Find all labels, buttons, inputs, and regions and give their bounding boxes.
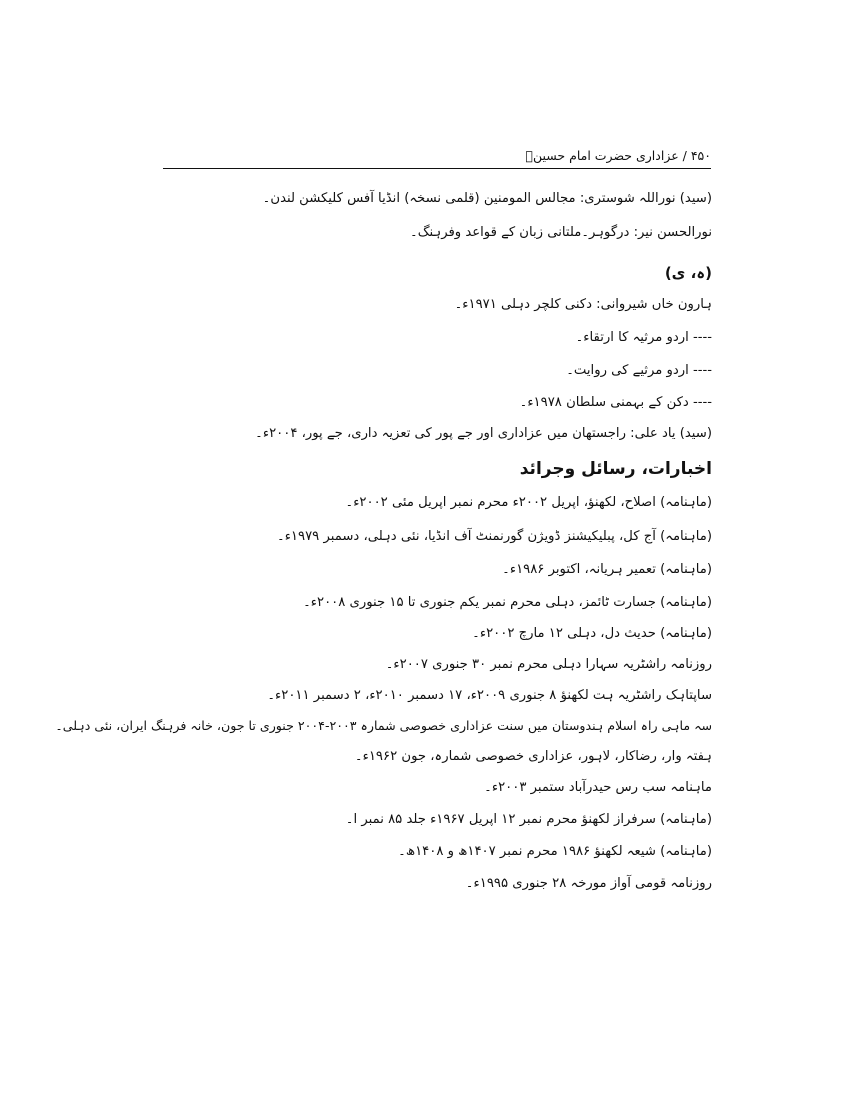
- bibliography-entry: نورالحسن نیر: درگوہر۔ملتانی زبان کے قواعد وفرہنگ۔: [409, 225, 712, 240]
- periodical-entry: ماہنامہ سب رس حیدرآباد ستمبر ۲۰۰۳ء۔: [484, 780, 712, 795]
- running-head: ۴۵۰ / عزاداری حضرت امام حسینؑ: [525, 148, 711, 163]
- section-heading: (ہ، ی): [664, 264, 712, 282]
- periodical-entry: سہ ماہی راہ اسلام ہندوستان میں سنت عزاداری خصوصی شمارہ ۲۰۰۳-۲۰۰۴ جنوری تا جون، خانہ فرہنگ ایران، نئی دہلی۔: [55, 718, 712, 733]
- section-heading: اخبارات، رسائل وجرائد: [519, 459, 712, 479]
- periodical-entry: (ماہنامہ) سرفراز لکھنؤ محرم نمبر ۱۲ اپریل ۱۹۶۷ء جلد ۸۵ نمبر ا۔: [345, 812, 712, 827]
- page-header: [163, 146, 711, 169]
- bibliography-entry: (سید) نوراللہ شوستری: مجالس المومنین (قلمی نسخہ) انڈیا آفس کلیکشن لندن۔: [262, 191, 712, 206]
- bibliography-entry: ہارون خاں شیروانی: دکنی کلچر دہلی ۱۹۷۱ء۔: [454, 297, 712, 312]
- bibliography-entry: ---- دکن کے بہمنی سلطان ۱۹۷۸ء۔: [519, 395, 712, 410]
- periodical-entry: (ماہنامہ) حدیث دل، دہلی ۱۲ مارچ ۲۰۰۲ء۔: [472, 626, 712, 641]
- bibliography-entry: ---- اردو مرثیے کی روایت۔: [566, 363, 712, 378]
- periodical-entry: (ماہنامہ) جسارت ٹائمز، دہلی محرم نمبر یکم جنوری تا ۱۵ جنوری ۲۰۰۸ء۔: [303, 595, 712, 610]
- periodical-entry: روزنامہ راشٹریہ سہارا دہلی محرم نمبر ۳۰ جنوری ۲۰۰۷ء۔: [385, 657, 712, 672]
- bibliography-entry: (سید) یاد علی: راجستھان میں عزاداری اور جے پور کی تعزیہ داری، جے پور، ۲۰۰۴ء۔: [255, 426, 712, 441]
- periodical-entry: ہفتہ وار، رضاکار، لاہور، عزاداری خصوصی شمارہ، جون ۱۹۶۲ء۔: [354, 749, 712, 764]
- periodical-entry: روزنامہ قومی آواز مورخہ ۲۸ جنوری ۱۹۹۵ء۔: [465, 876, 712, 891]
- periodical-entry: (ماہنامہ) آج کل، پبلیکیشنز ڈویژن گورنمنٹ آف انڈیا، نئی دہلی، دسمبر ۱۹۷۹ء۔: [276, 529, 712, 544]
- periodical-entry: ساپتاہک راشٹریہ ہت لکھنؤ ۸ جنوری ۲۰۰۹ء، ۱۷ دسمبر ۲۰۱۰ء، ۲ دسمبر ۲۰۱۱ء۔: [267, 688, 712, 703]
- bibliography-entry: ---- اردو مرثیہ کا ارتقاء۔: [575, 330, 712, 345]
- periodical-entry: (ماہنامہ) تعمیر ہریانہ، اکتوبر ۱۹۸۶ء۔: [502, 562, 712, 577]
- periodical-entry: (ماہنامہ) اصلاح، لکھنؤ، اپریل ۲۰۰۲ء محرم نمبر اپریل مئی ۲۰۰۲ء۔: [345, 495, 712, 510]
- periodical-entry: (ماہنامہ) شیعہ لکھنؤ ۱۹۸۶ محرم نمبر ۱۴۰۷ھ و ۱۴۰۸ھ۔: [398, 844, 712, 859]
